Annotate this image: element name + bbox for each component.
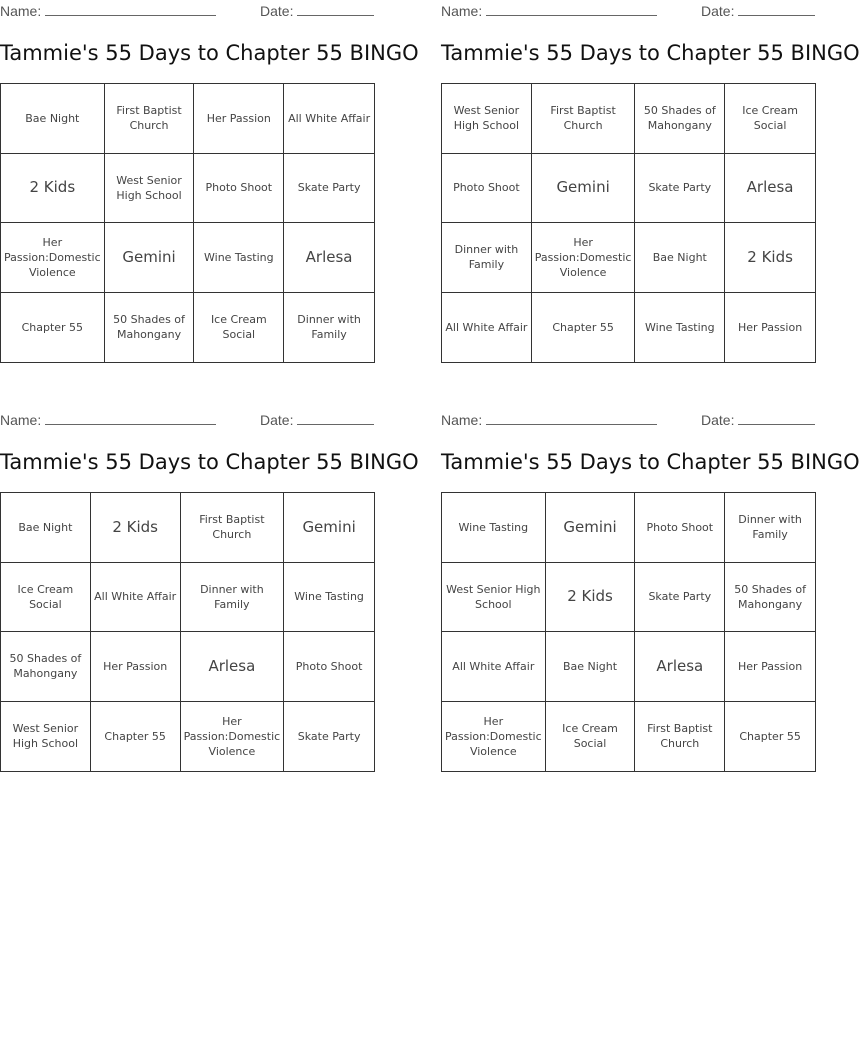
bingo-cell: Her Passion:Domestic Violence [442, 702, 546, 772]
date-label: Date: [701, 3, 735, 19]
bingo-cell: Photo Shoot [194, 154, 284, 224]
bingo-cell: Ice Cream Social [546, 702, 636, 772]
date-line [738, 411, 815, 425]
date-line [297, 411, 374, 425]
bingo-cell: West Senior High School [1, 702, 91, 772]
date-line [297, 2, 374, 16]
bingo-cell: 50 Shades of Mahongany [1, 632, 91, 702]
bingo-grid [0, 83, 375, 363]
bingo-cell: Gemini [546, 493, 636, 563]
bingo-grid [0, 492, 375, 772]
bingo-cell: 2 Kids [546, 563, 636, 633]
name-line [486, 411, 657, 425]
card-title: Tammie's 55 Days to Chapter 55 BINGO [0, 41, 419, 65]
bingo-cell: Dinner with Family [297, 313, 361, 342]
bingo-cell: Wine Tasting [284, 563, 374, 633]
bingo-cell: Ice Cream Social [1, 563, 91, 633]
bingo-cell: First Baptist Church [532, 84, 636, 154]
name-line [486, 2, 657, 16]
bingo-cell: Wine Tasting [442, 493, 546, 563]
bingo-cell: 2 Kids [91, 493, 181, 563]
bingo-cell: First Baptist Church [635, 702, 725, 772]
bingo-cell: Dinner with Family [725, 493, 815, 563]
card-title: Tammie's 55 Days to Chapter 55 BINGO [441, 450, 860, 474]
bingo-cell: Her Passion [738, 320, 803, 334]
bingo-cell: Photo Shoot [442, 154, 532, 224]
bingo-cell: All White Affair [284, 84, 374, 154]
bingo-cell: First Baptist Church [181, 493, 285, 563]
bingo-cell: Arlesa [635, 632, 725, 702]
bingo-cell: Gemini [284, 493, 374, 563]
bingo-grid [441, 83, 816, 363]
name-date-row [441, 2, 816, 20]
bingo-cell: Ice Cream Social [725, 84, 815, 154]
name-date-row [0, 411, 375, 429]
bingo-cell: All White Affair [442, 632, 546, 702]
bingo-cell: 2 Kids [1, 154, 105, 224]
date-label: Date: [260, 412, 294, 428]
date-label: Date: [701, 412, 735, 428]
bingo-cell: Skate Party [635, 154, 725, 224]
name-label: Name: [0, 412, 42, 428]
bingo-cell: First Baptist Church [105, 84, 195, 154]
date-label: Date: [260, 3, 294, 19]
bingo-cell: Her Passion:Domestic Violence [181, 702, 285, 772]
bingo-cell: 2 Kids [725, 223, 815, 293]
bingo-cell: Dinner with Family [442, 223, 532, 293]
bingo-cell: All White Affair [442, 293, 532, 363]
name-line [45, 411, 216, 425]
bingo-cell: Bae Night [1, 493, 91, 563]
name-label: Name: [0, 3, 42, 19]
bingo-cell: 50 Shades of Mahongany [635, 84, 725, 154]
bingo-cell: Her Passion [725, 632, 815, 702]
card-title: Tammie's 55 Days to Chapter 55 BINGO [441, 41, 860, 65]
name-date-row [441, 411, 816, 429]
bingo-cell: Chapter 55 [1, 293, 105, 363]
bingo-cell: Arlesa [284, 223, 374, 293]
name-date-row [0, 2, 375, 20]
bingo-cell: Her Passion:Domestic Violence [1, 223, 105, 293]
bingo-cell: West Senior High School [442, 84, 532, 154]
bingo-cell: Photo Shoot [284, 632, 374, 702]
bingo-cell: Wine Tasting [635, 293, 725, 363]
bingo-cell: 50 Shades of Mahongany [105, 293, 195, 363]
bingo-cell: Wine Tasting [194, 223, 284, 293]
bingo-cell: Photo Shoot [635, 493, 725, 563]
bingo-grid [441, 492, 816, 772]
bingo-cell: Gemini [105, 223, 195, 293]
bingo-cell: Skate Party [635, 563, 725, 633]
bingo-cell: Her Passion [91, 632, 181, 702]
bingo-cell: All White Affair [91, 563, 181, 633]
bingo-cell: Ice Cream Social [194, 293, 284, 363]
bingo-cell: Bae Night [546, 632, 636, 702]
bingo-cell: Arlesa [725, 154, 815, 224]
bingo-cell: West Senior High School [105, 154, 195, 224]
bingo-cell: 50 Shades of Mahongany [725, 563, 815, 633]
name-label: Name: [441, 3, 483, 19]
bingo-cell: Dinner with Family [181, 563, 285, 633]
bingo-cell: Arlesa [181, 632, 285, 702]
bingo-cell: Gemini [532, 154, 636, 224]
name-label: Name: [441, 412, 483, 428]
bingo-cell: Skate Party [297, 729, 361, 743]
bingo-cell: Skate Party [284, 154, 374, 224]
bingo-cell: Her Passion:Domestic Violence [532, 223, 636, 293]
bingo-cell: West Senior High School [442, 563, 546, 633]
bingo-cell: Chapter 55 [91, 702, 181, 772]
name-line [45, 2, 216, 16]
bingo-cell: Bae Night [1, 84, 105, 154]
bingo-cell: Chapter 55 [739, 729, 801, 743]
bingo-cell: Chapter 55 [532, 293, 636, 363]
date-line [738, 2, 815, 16]
bingo-cell: Bae Night [635, 223, 725, 293]
bingo-cell: Her Passion [194, 84, 284, 154]
card-title: Tammie's 55 Days to Chapter 55 BINGO [0, 450, 419, 474]
